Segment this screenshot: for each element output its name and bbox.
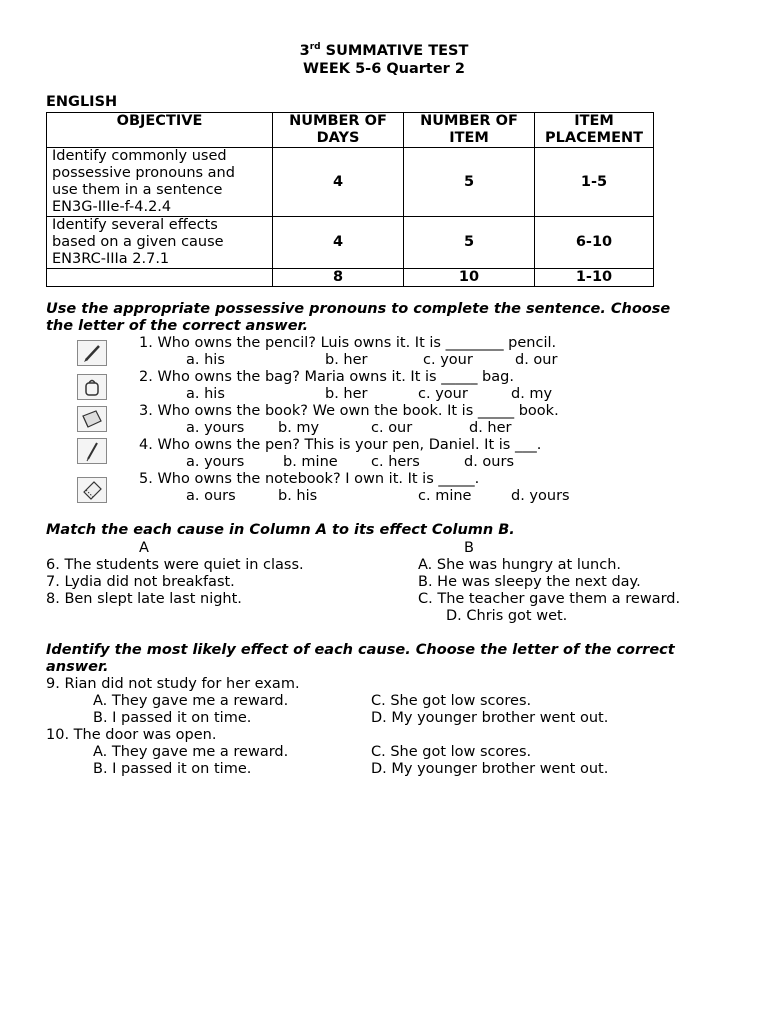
q3-option-c: c. our xyxy=(371,420,413,436)
question-4: 4. Who owns the pen? This is your pen, Daniel. It is ___. xyxy=(139,437,542,453)
part3-instruction: Identify the most likely effect of each cause. Choose the letter of the correct xyxy=(46,642,675,658)
pencil-icon xyxy=(77,340,107,366)
q9-option-b: B. I passed it on time. xyxy=(93,710,252,726)
part3-instruction-cont: answer. xyxy=(46,659,109,675)
items-cell: 5 xyxy=(404,148,535,217)
q1-option-a: a. his xyxy=(186,352,225,368)
objective-cell: Identify commonly used possessive pronouns and use them in a sentence EN3G-IIIe-f-4.2.4 xyxy=(47,148,273,217)
q1-option-c: c. your xyxy=(423,352,473,368)
q9-option-a: A. They gave me a reward. xyxy=(93,693,289,709)
column-a-heading: A xyxy=(139,540,149,556)
q4-option-d: d. ours xyxy=(464,454,514,470)
cause-7: 7. Lydia did not breakfast. xyxy=(46,574,235,590)
book-icon xyxy=(77,406,107,432)
placement-cell: 1-5 xyxy=(535,148,654,217)
subject-label: ENGLISH xyxy=(46,94,118,110)
question-3: 3. Who owns the book? We own the book. It is _____ book. xyxy=(139,403,559,419)
question-1: 1. Who owns the pencil? Luis owns it. It is ________ pencil. xyxy=(139,335,557,351)
q5-option-b: b. his xyxy=(278,488,318,504)
q10-option-c: C. She got low scores. xyxy=(371,744,532,760)
q5-option-a: a. ours xyxy=(186,488,236,504)
q2-option-a: a. his xyxy=(186,386,225,402)
table-row xyxy=(47,148,654,217)
q2-option-c: c. your xyxy=(418,386,468,402)
q1-option-b: b. her xyxy=(325,352,368,368)
column-b-heading: B xyxy=(464,540,474,556)
q10-option-d: D. My younger brother went out. xyxy=(371,761,609,777)
days-header: NUMBER OF DAYS xyxy=(273,113,404,148)
q10-option-b: B. I passed it on time. xyxy=(93,761,252,777)
page-title: 3rd SUMMATIVE TEST xyxy=(299,42,469,59)
placement-cell: 6-10 xyxy=(535,217,654,269)
objectives-table xyxy=(46,112,654,287)
part1-instruction: Use the appropriate possessive pronouns to complete the sentence. Choose xyxy=(46,301,671,317)
q4-option-a: a. yours xyxy=(186,454,245,470)
total-label-cell xyxy=(47,269,273,287)
q2-option-b: b. her xyxy=(325,386,368,402)
q3-option-a: a. yours xyxy=(186,420,245,436)
q5-option-d: d. yours xyxy=(511,488,570,504)
days-cell: 4 xyxy=(273,148,404,217)
bag-icon xyxy=(77,374,107,400)
objective-cell: Identify several effects based on a given cause EN3RC-IIIa 2.7.1 xyxy=(47,217,273,269)
q3-option-b: b. my xyxy=(278,420,320,436)
items-cell: 5 xyxy=(404,217,535,269)
notebook-icon xyxy=(77,477,107,503)
q2-option-d: d. my xyxy=(511,386,553,402)
part1-instruction-cont: the letter of the correct answer. xyxy=(46,318,309,334)
effect-a: A. She was hungry at lunch. xyxy=(418,557,621,573)
effect-d: D. Chris got wet. xyxy=(446,608,568,624)
q10-option-a: A. They gave me a reward. xyxy=(93,744,289,760)
pen-icon xyxy=(77,438,107,464)
effect-c: C. The teacher gave them a reward. xyxy=(418,591,681,607)
days-cell: 4 xyxy=(273,217,404,269)
part2-instruction: Match the each cause in Column A to its effect Column B. xyxy=(46,522,515,538)
q5-option-c: c. mine xyxy=(418,488,472,504)
cause-6: 6. The students were quiet in class. xyxy=(46,557,304,573)
question-9: 9. Rian did not study for her exam. xyxy=(46,676,300,692)
q9-option-c: C. She got low scores. xyxy=(371,693,532,709)
q3-option-d: d. her xyxy=(469,420,512,436)
question-2: 2. Who owns the bag? Maria owns it. It is _____ bag. xyxy=(139,369,514,385)
question-10: 10. The door was open. xyxy=(46,727,217,743)
q4-option-c: c. hers xyxy=(371,454,420,470)
total-items-cell: 10 xyxy=(404,269,535,287)
q1-option-d: d. our xyxy=(515,352,558,368)
q4-option-b: b. mine xyxy=(283,454,338,470)
question-5: 5. Who owns the notebook? I own it. It is _____. xyxy=(139,471,480,487)
table-total-row xyxy=(47,269,654,287)
cause-8: 8. Ben slept late last night. xyxy=(46,591,242,607)
table-row xyxy=(47,217,654,269)
placement-header: ITEM PLACEMENT xyxy=(535,113,654,148)
total-placement-cell: 1-10 xyxy=(535,269,654,287)
q9-option-d: D. My younger brother went out. xyxy=(371,710,609,726)
page-subtitle: WEEK 5-6 Quarter 2 xyxy=(303,61,465,77)
total-days-cell: 8 xyxy=(273,269,404,287)
objective-header: OBJECTIVE xyxy=(47,113,273,148)
effect-b: B. He was sleepy the next day. xyxy=(418,574,641,590)
items-header: NUMBER OF ITEM xyxy=(404,113,535,148)
table-header-row xyxy=(47,113,654,148)
